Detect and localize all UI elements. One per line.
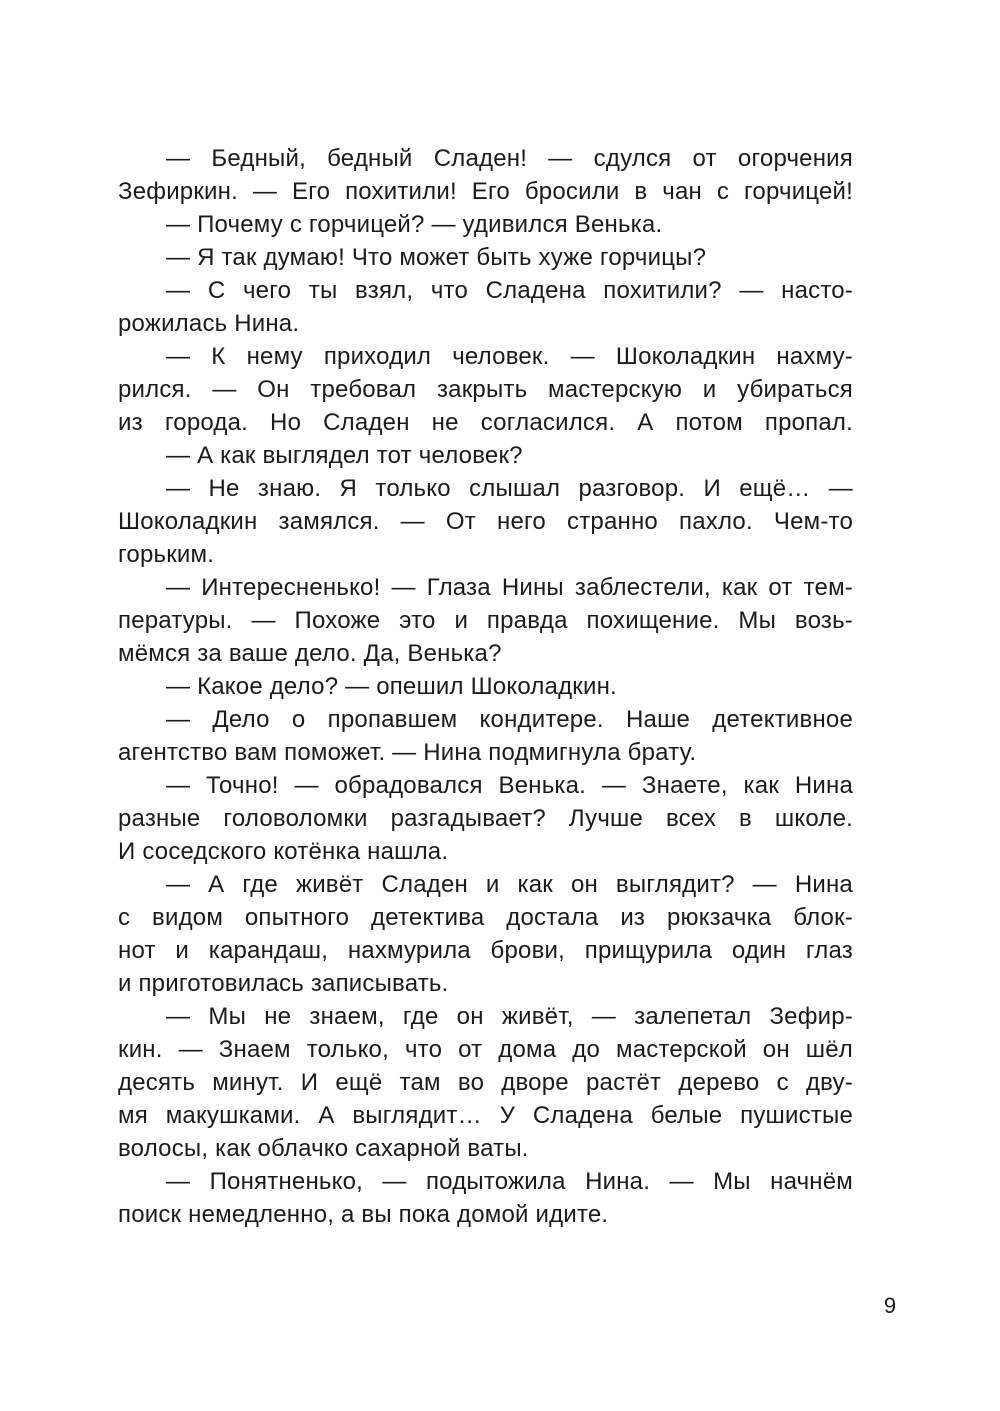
text-line: — Мы не знаем, где он живёт, — залепетал Зефир- xyxy=(166,1003,853,1030)
text-line: Зефиркин. — Его похитили! Его бросили в чан с горчицей! xyxy=(118,178,853,205)
text-line: из города. Но Сладен не согласился. А потом пропал. xyxy=(118,409,853,436)
text-line: — Почему с горчицей? — удивился Венька. xyxy=(166,211,663,238)
text-line: — Какое дело? — опешил Шоколадкин. xyxy=(166,673,617,700)
text-line: мя макушками. А выглядит… У Сладена белые пушистые xyxy=(118,1102,853,1129)
text-line: поиск немедленно, а вы пока домой идите. xyxy=(118,1201,609,1228)
text-line: нот и карандаш, нахмурила брови, прищурила один глаз xyxy=(118,937,853,964)
text-line: — Интересненько! — Глаза Нины заблестели, как от тем- xyxy=(166,574,853,601)
text-line: с видом опытного детектива достала из рюкзачка блок- xyxy=(118,904,853,931)
text-line: десять минут. И ещё там во дворе растёт дерево с дву- xyxy=(118,1069,853,1096)
text-line: и приготовилась записывать. xyxy=(118,970,449,997)
text-line: кин. — Знаем только, что от дома до мастерской он шёл xyxy=(118,1036,853,1063)
text-line: рился. — Он требовал закрыть мастерскую и убираться xyxy=(118,376,853,403)
text-line: — А как выглядел тот человек? xyxy=(166,442,523,469)
text-line: агентство вам поможет. — Нина подмигнула брату. xyxy=(118,739,697,766)
text-line: пературы. — Похоже это и правда похищение. Мы возь- xyxy=(118,607,853,634)
page-number: 9 xyxy=(883,1293,897,1318)
story-text xyxy=(118,142,853,1231)
text-line: — С чего ты взял, что Сладена похитили? — насто- xyxy=(166,277,853,304)
text-line: И соседского котёнка нашла. xyxy=(118,838,449,865)
text-line: волосы, как облачко сахарной ваты. xyxy=(118,1135,529,1162)
text-line: — Точно! — обрадовался Венька. — Знаете, как Нина xyxy=(166,772,853,799)
text-line: горьким. xyxy=(118,541,215,568)
text-line: — Дело о пропавшем кондитере. Наше детективное xyxy=(166,706,853,733)
text-line: разные головоломки разгадывает? Лучше всех в школе. xyxy=(118,805,853,832)
text-line: рожилась Нина. xyxy=(118,310,300,337)
text-line: — Не знаю. Я только слышал разговор. И ещё… — xyxy=(166,475,853,502)
text-line: — К нему приходил человек. — Шоколадкин нахму- xyxy=(166,343,853,370)
text-line: — Бедный, бедный Сладен! — сдулся от огорчения xyxy=(166,145,853,172)
text-line: Шоколадкин замялся. — От него странно пахло. Чем-то xyxy=(118,508,853,535)
text-line: — Я так думаю! Что может быть хуже горчицы? xyxy=(166,244,707,271)
text-line: — А где живёт Сладен и как он выглядит? — Нина xyxy=(166,871,853,898)
text-line: — Понятненько, — подытожила Нина. — Мы начнём xyxy=(166,1168,853,1195)
text-line: мёмся за ваше дело. Да, Венька? xyxy=(118,640,502,667)
